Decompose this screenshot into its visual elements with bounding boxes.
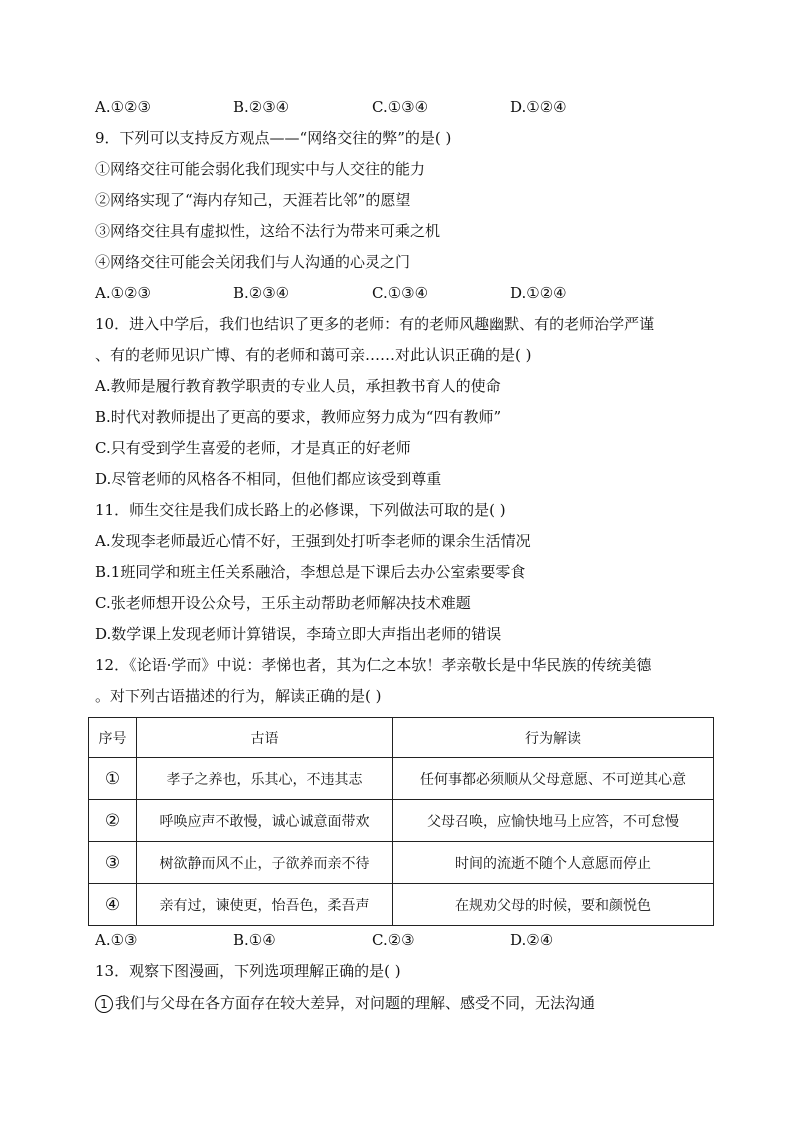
row-interpretation: 父母召唤，应愉快地马上应答，不可怠慢 (393, 800, 714, 842)
row-number: ④ (89, 884, 137, 926)
table-row (89, 800, 714, 842)
q9-option-a: A.①②③ (95, 284, 151, 302)
q8-option-a: A.①②③ (95, 98, 151, 116)
q11-option-a: A.发现李老师最近心情不好，王强到处打听李老师的课余生活情况 (95, 532, 531, 550)
q9-options (95, 283, 715, 303)
q9-item-3: ③网络交往具有虚拟性，这给不法行为带来可乘之机 (95, 222, 441, 240)
row-number: ③ (89, 842, 137, 884)
q9-option-b: B.②③④ (233, 284, 290, 302)
q8-option-d: D.①②④ (510, 98, 567, 116)
q12-stem-line1: 12．《论语·学而》中说：孝悌也者，其为仁之本欤！孝亲敬长是中华民族的传统美德 (95, 656, 652, 674)
q13-item-1 (95, 993, 595, 1013)
table-header-interpretation: 行为解读 (393, 718, 714, 758)
q10-stem-line1: 10．进入中学后，我们也结识了更多的老师：有的老师风趣幽默、有的老师治学严谨 (95, 315, 655, 333)
q12-option-b: B.①④ (233, 931, 276, 949)
row-number: ② (89, 800, 137, 842)
row-number: ① (89, 758, 137, 800)
q12-table (88, 717, 714, 926)
q9-item-4: ④网络交往可能会关闭我们与人沟通的心灵之门 (95, 253, 411, 271)
q9-item-2: ②网络实现了“海内存知己，天涯若比邻”的愿望 (95, 191, 411, 209)
q13-stem: 13．观察下图漫画，下列选项理解正确的是( ) (95, 962, 401, 980)
q12-option-c: C.②③ (372, 931, 415, 949)
q12-option-d: D.②④ (510, 931, 554, 949)
table-header-row (89, 718, 714, 758)
q10-option-b: B.时代对教师提出了更高的要求，教师应努力成为“四有教师” (95, 408, 502, 426)
q10-option-d: D.尽管老师的风格各不相同，但他们都应该受到尊重 (95, 470, 442, 488)
table-header-number: 序号 (89, 718, 137, 758)
q9-option-d: D.①②④ (510, 284, 567, 302)
row-interpretation: 任何事都必须顺从父母意愿、不可逆其心意 (393, 758, 714, 800)
q11-option-c: C.张老师想开设公众号，王乐主动帮助老师解决技术难题 (95, 594, 471, 612)
q9-option-c: C.①③④ (372, 284, 429, 302)
table-header-quote: 古语 (137, 718, 393, 758)
circled-number-marker: 1 (95, 995, 113, 1013)
row-interpretation: 时间的流逝不随个人意愿而停止 (393, 842, 714, 884)
q12-options (95, 930, 715, 950)
row-quote: 呼唤应声不敢慢，诚心诚意面带欢 (137, 800, 393, 842)
q8-options (95, 97, 715, 117)
q11-option-d: D.数学课上发现老师计算错误，李琦立即大声指出老师的错误 (95, 625, 502, 643)
row-quote: 树欲静而风不止，子欲养而亲不待 (137, 842, 393, 884)
q12-stem-line2: 。对下列古语描述的行为，解读正确的是( ) (95, 687, 382, 705)
table-row (89, 758, 714, 800)
q9-item-1: ①网络交往可能会弱化我们现实中与人交往的能力 (95, 160, 426, 178)
q8-option-b: B.②③④ (233, 98, 290, 116)
q9-stem: 9．下列可以支持反方观点——“网络交往的弊”的是( ) (95, 129, 452, 147)
q12-option-a: A.①③ (95, 931, 138, 949)
table-row (89, 842, 714, 884)
q10-stem-line2: 、有的老师见识广博、有的老师和蔼可亲……对此认识正确的是( ) (95, 346, 532, 364)
q10-option-a: A.教师是履行教育教学职责的专业人员，承担教书育人的使命 (95, 377, 501, 395)
q10-option-c: C.只有受到学生喜爱的老师，才是真正的好老师 (95, 439, 411, 457)
q13-item-1-text: 我们与父母在各方面存在较大差异，对问题的理解、感受不同，无法沟通 (115, 994, 596, 1012)
row-interpretation: 在规劝父母的时候，要和颜悦色 (393, 884, 714, 926)
row-quote: 亲有过，谏使更，怡吾色，柔吾声 (137, 884, 393, 926)
row-quote: 孝子之养也，乐其心，不违其志 (137, 758, 393, 800)
q11-stem: 11．师生交往是我们成长路上的必修课，下列做法可取的是( ) (95, 501, 506, 519)
q8-option-c: C.①③④ (372, 98, 429, 116)
table-row (89, 884, 714, 926)
q11-option-b: B.1班同学和班主任关系融洽，李想总是下课后去办公室索要零食 (95, 563, 526, 581)
